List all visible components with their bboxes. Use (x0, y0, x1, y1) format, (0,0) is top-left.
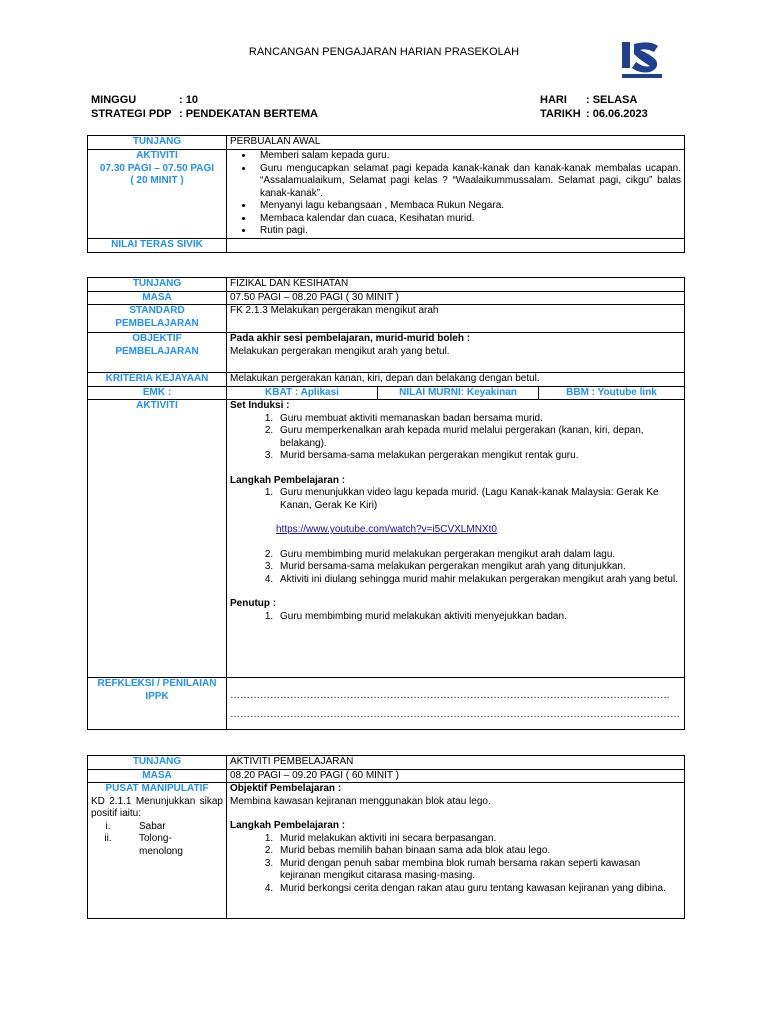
refleksi-content (227, 678, 685, 730)
langkah-list (230, 833, 681, 896)
list-item: • Membaca kalendar dan cuaca, Kesihatan murid. (254, 213, 681, 226)
youtube-link[interactable]: https://www.youtube.com/watch?v=i5CVXLMNXt0 (276, 524, 497, 535)
langkah-list-b (230, 549, 681, 587)
kbat-value: KBAT : Aplikasi (227, 387, 378, 400)
minggu-value: : 10 (179, 94, 198, 106)
list-number: ii. (104, 833, 112, 844)
tarikh-value: : 06.06.2023 (586, 108, 648, 120)
list-item: 2. Murid bebas memilih bahan binaan sama ada blok atau lego. (276, 845, 681, 858)
tunjang-value: AKTIVITI PEMBELAJARAN (227, 756, 685, 770)
strategi-label: STRATEGI PDP (91, 108, 172, 120)
refleksi-label: REFKLEKSI / PENILAIAN IPPK (88, 678, 227, 730)
bbm-value: BBM : Youtube link (566, 386, 657, 398)
penutup-list (230, 611, 681, 624)
list-item: • Rutin pagi. (254, 225, 681, 238)
emk-label: EMK : (88, 386, 227, 400)
tunjang-label: TUNJANG (88, 136, 227, 150)
objektif-heading: Objektif Pembelajaran : (230, 783, 342, 794)
objektif-content (227, 333, 685, 373)
list-item (91, 821, 223, 834)
strategi-row (91, 108, 318, 122)
objektif-label: OBJEKTIF PEMBELAJARAN (88, 333, 227, 373)
pusat-cell (88, 783, 227, 919)
masa-label: MASA (88, 291, 227, 305)
kd-list (91, 821, 223, 859)
list-item: 4. Aktiviti ini diulang sehingga murid mahir melakukan pergerakan mengikut arah yang betul. (276, 574, 681, 587)
list-item: 3. Murid bersama-sama melakukan pergerakan mengikut arah yang ditunjukkan. (276, 561, 681, 574)
document-title: RANCANGAN PENGAJARAN HARIAN PRASEKOLAH (248, 46, 520, 58)
table-perbualan-awal (87, 135, 685, 253)
strategi-value: : PENDEKATAN BERTEMA (179, 108, 318, 120)
masa-value: 07.50 PAGI – 08.20 PAGI ( 30 MINIT ) (227, 291, 685, 305)
aktiviti-label: AKTIVITI (136, 150, 178, 161)
table-fizikal-kesihatan (87, 277, 685, 730)
emk-values (227, 386, 685, 400)
school-logo (620, 38, 664, 82)
kriteria-label: KRITERIA KEJAYAAN (88, 373, 227, 387)
set-induksi-heading: Set Induksi : (230, 400, 290, 411)
nilai-teras-value (227, 238, 685, 252)
list-item: 3. Murid bersama-sama melakukan pergerakan mengikut rentak guru. (276, 450, 681, 463)
nilai-teras-label: NILAI TERAS SIVIK (88, 238, 227, 252)
penutup-heading: Penutup : (230, 598, 277, 609)
minggu-row (91, 94, 198, 108)
list-item: • Memberi salam kepada guru. (254, 150, 681, 163)
aktiviti-bullet-list (230, 150, 681, 238)
hari-label: HARI (540, 94, 567, 106)
aktiviti-label: AKTIVITI (88, 400, 227, 678)
list-item: 3. Murid dengan penuh sabar membina blok rumah bersama rakan seperti kawasan kejiranan mengikut citarasa masing-masing. (276, 858, 681, 883)
list-item: 2. Guru membimbing murid melakukan pergerakan mengikut arah dalam lagu. (276, 549, 681, 562)
list-item: • Guru mengucapkan selamat pagi kepada kanak-kanak dan kanak-kanak membalas ucapan. “Assalamualaikum, Selamat pagi kelas ? “Waalaikummussalam. Selamat pagi, cikgu” balas kanak-kanak”. (254, 163, 681, 201)
masa-label: MASA (88, 769, 227, 783)
list-item: 1. Guru menunjukkan video lagu kepada murid. (Lagu Kanak-kanak Malaysia: Gerak Ke Kanan, Gerak Ke Kiri) (276, 487, 681, 512)
nilai-murni-value: NILAI MURNI: Keyakinan (378, 387, 539, 400)
langkah-heading: Langkah Pembelajaran : (230, 820, 346, 831)
list-text: Tolong-menolong (139, 833, 183, 857)
hari-row (540, 94, 637, 108)
objektif-value: Melakukan pergerakan mengikut arah yang betul. (230, 345, 450, 357)
list-text: Sabar (139, 820, 166, 832)
standard-label: STANDARD PEMBELAJARAN (88, 305, 227, 333)
list-item: 1. Guru membimbing murid melakukan aktiviti menyejukkan badan. (276, 611, 681, 624)
aktiviti-content (227, 150, 685, 239)
refleksi-dots-2: ……………………………………………………………………………………………………………………… (230, 708, 680, 720)
kd-text: KD 2.1.1 Menunjukkan sikap positif iaitu: (91, 795, 223, 819)
list-item: • Menyanyi lagu kebangsaan , Membaca Rukun Negara. (254, 200, 681, 213)
aktiviti-duration: ( 20 MINIT ) (130, 175, 184, 186)
masa-value: 08.20 PAGI – 09.20 PAGI ( 60 MINIT ) (227, 769, 685, 783)
kriteria-value: Melakukan pergerakan kanan, kiri, depan dan belakang dengan betul. (227, 373, 685, 387)
langkah-heading: Langkah Pembelajaran : (230, 474, 346, 486)
tunjang-value: FIZIKAL DAN KESIHATAN (227, 278, 685, 292)
tarikh-row (540, 108, 648, 122)
pusat-label: PUSAT MANIPULATIF (105, 783, 209, 794)
tunjang-label: TUNJANG (88, 756, 227, 770)
list-item (91, 833, 223, 858)
list-item: 1. Guru membuat aktiviti memanaskan badan bersama murid. (276, 413, 681, 426)
tunjang-label: TUNJANG (88, 278, 227, 292)
standard-value: FK 2.1.3 Melakukan pergerakan mengikut arah (227, 305, 685, 333)
langkah-list-a (230, 487, 681, 512)
aktiviti-time: 07.30 PAGI – 07.50 PAGI (99, 162, 215, 174)
list-item: 4. Murid berkongsi cerita dengan rakan atau guru tentang kawasan kejiranan yang dibina. (276, 883, 681, 896)
tunjang-value: PERBUALAN AWAL (227, 136, 685, 150)
list-item: 1. Murid melakukan aktiviti ini secara berpasangan. (276, 833, 681, 846)
objektif-heading: Pada akhir sesi pembelajaran, murid-murid boleh : (230, 333, 471, 344)
objektif-value: Membina kawasan kejiranan menggunakan blok atau lego. (230, 795, 491, 807)
refleksi-dots-1: …………………………………………………………………………………………………………………… (230, 690, 670, 701)
pusat-content (227, 783, 685, 919)
list-item: 2. Guru memperkenalkan arah kepada murid melalui pergerakan (kanan, kiri, depan, belakang). (276, 425, 681, 450)
hari-value: : SELASA (586, 94, 638, 106)
list-number: i. (105, 820, 111, 832)
set-induksi-list (230, 413, 681, 463)
aktiviti-content (227, 400, 685, 678)
minggu-label: MINGGU (91, 94, 137, 106)
tarikh-label: TARIKH (540, 108, 581, 120)
aktiviti-cell (88, 150, 227, 239)
table-aktiviti-pembelajaran (87, 755, 685, 919)
